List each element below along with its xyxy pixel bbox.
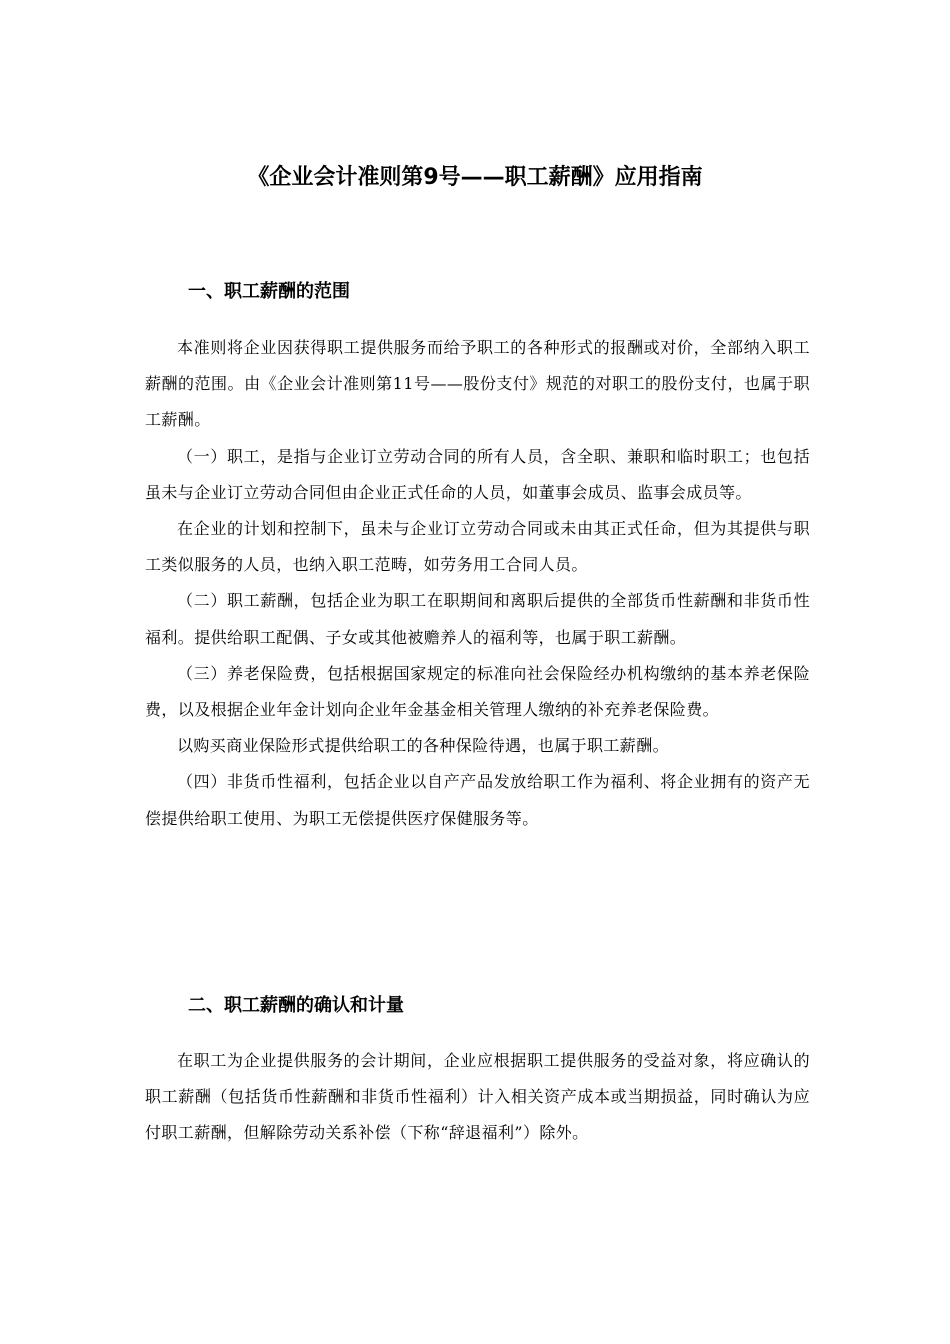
section-heading-scope: 一、职工薪酬的范围	[188, 281, 350, 302]
paragraph: 在职工为企业提供服务的会计期间，企业应根据职工提供服务的受益对象，将应确认的职工薪酬（包括货币性薪酬和非货币性福利）计入相关资产成本或当期损益，同时确认为应付职工薪酬，但解除劳动关系补偿（下称“辞退福利”）除外。	[145, 1051, 810, 1143]
paragraph: （四）非货币性福利，包括企业以自产产品发放给职工作为福利、将企业拥有的资产无偿提供给职工使用、为职工无偿提供医疗保健服务等。	[145, 772, 810, 828]
paragraph: 本准则将企业因获得职工提供服务而给予职工的各种形式的报酬或对价，全部纳入职工薪酬的范围。由《企业会计准则第11号——股份支付》规范的对职工的股份支付，也属于职工薪酬。	[145, 338, 810, 430]
paragraph: 在企业的计划和控制下，虽未与企业订立劳动合同或未由其正式任命，但为其提供与职工类似服务的人员，也纳入职工范畴，如劳务用工合同人员。	[145, 519, 810, 575]
section-heading-recognition: 二、职工薪酬的确认和计量	[188, 995, 404, 1016]
section-body-recognition	[145, 1043, 810, 1152]
section-body-scope	[145, 330, 810, 837]
paragraph: 以购买商业保险形式提供给职工的各种保险待遇，也属于职工薪酬。	[177, 736, 670, 756]
document-title: 《企业会计准则第9号——职工薪酬》应用指南	[247, 165, 703, 190]
paragraph: （三）养老保险费，包括根据国家规定的标准向社会保险经办机构缴纳的基本养老保险费，以及根据企业年金计划向企业年金基金相关管理人缴纳的补充养老保险费。	[145, 663, 810, 720]
paragraph: （一）职工，是指与企业订立劳动合同的所有人员，含全职、兼职和临时职工；也包括虽未与企业订立劳动合同但由企业正式任命的人员，如董事会成员、监事会成员等。	[145, 446, 810, 502]
paragraph: （二）职工薪酬，包括企业为职工在职期间和离职后提供的全部货币性薪酬和非货币性福利。提供给职工配偶、子女或其他被赡养人的福利等，也属于职工薪酬。	[145, 591, 810, 647]
